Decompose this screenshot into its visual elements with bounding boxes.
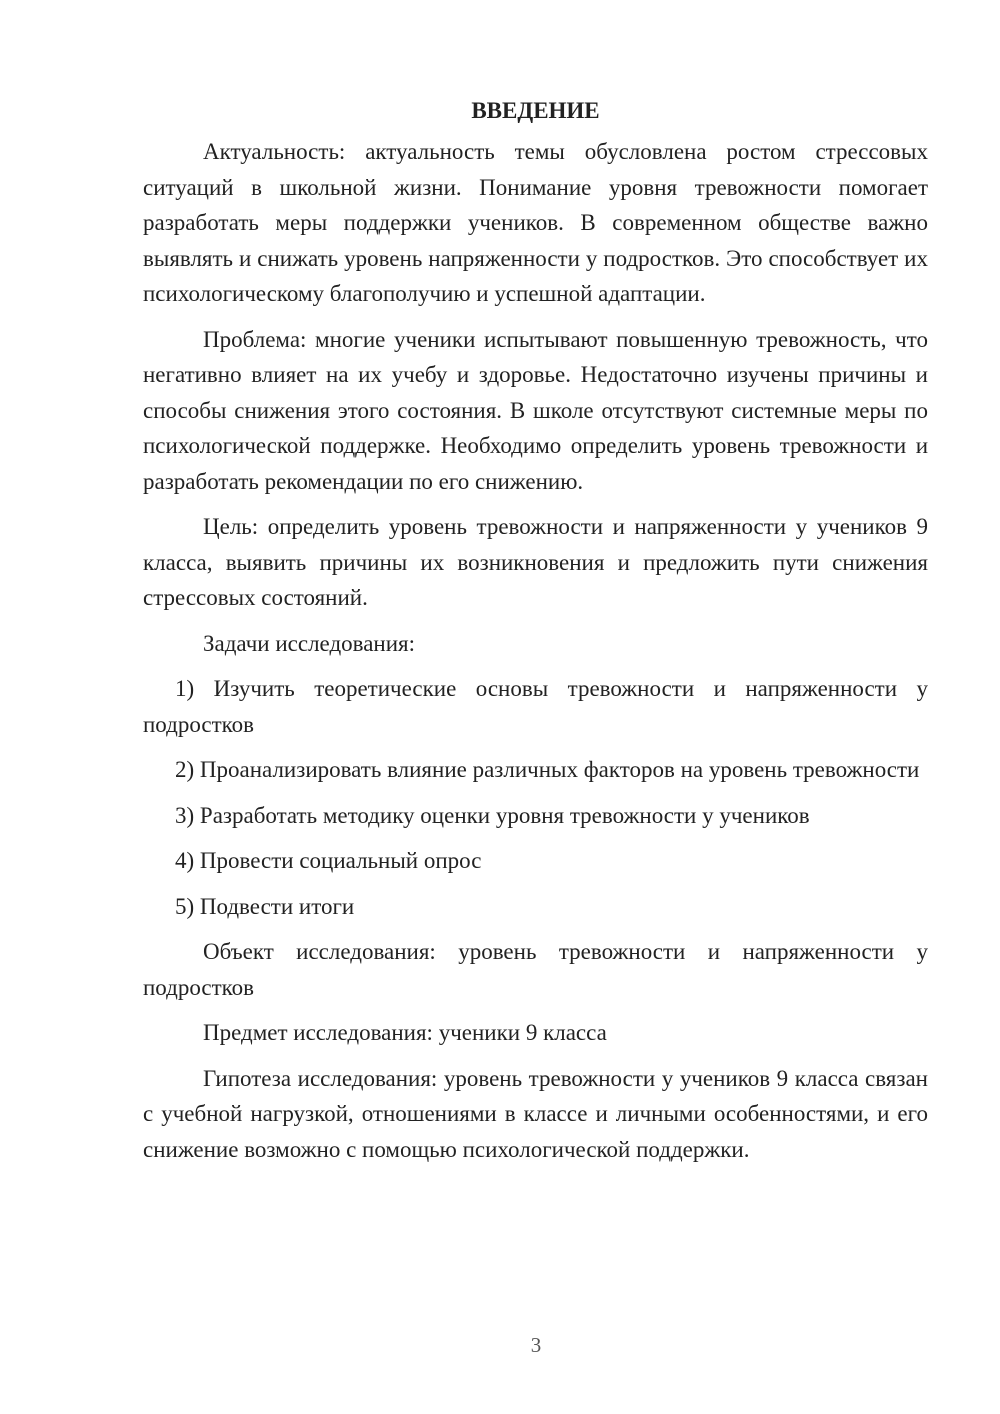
- goal-paragraph: Цель: определить уровень тревожности и напряженности у учеников 9 класса, выявить причины их возникновения и предложить пути снижения стрессовых состояний.: [143, 514, 928, 610]
- problem-paragraph: Проблема: многие ученики испытывают повышенную тревожность, что негативно влияет на их учебу и здоровье. Недостаточно изучены причины и способы снижения этого состояния. В школе отсутствуют системные меры по психологической поддержке. Необходимо определить уровень тревожности и разработать рекомендации по его снижению.: [143, 326, 928, 494]
- task-item-1: 1) Изучить теоретические основы тревожности и напряженности у подростков: [143, 676, 928, 737]
- task-item-4: 4) Провести социальный опрос: [175, 848, 482, 873]
- relevance-paragraph: Актуальность: актуальность темы обусловлена ростом стрессовых ситуаций в школьной жизни. Понимание уровня тревожности помогает разработать меры поддержки учеников. В современном обществе важно выявлять и снижать уровень напряженности у подростков. Это способствует их психологическому благополучию и успешной адаптации.: [143, 139, 928, 306]
- task-item-5: 5) Подвести итоги: [175, 893, 355, 919]
- page-number: 3: [530, 1333, 542, 1357]
- section-title: ВВЕДЕНИЕ: [471, 98, 600, 123]
- tasks-heading: Задачи исследования:: [203, 630, 416, 656]
- hypothesis-paragraph: Гипотеза исследования: уровень тревожности у учеников 9 класса связан с учебной нагрузкой, отношениями в классе и личными особенностями, и его снижение возможно с помощью психологической поддержки.: [143, 1065, 928, 1162]
- page-content: [143, 93, 928, 1177]
- subject-paragraph: Предмет исследования: ученики 9 класса: [203, 1020, 607, 1045]
- object-paragraph: Объект исследования: уровень тревожности и напряженности у подростков: [143, 939, 928, 1000]
- task-item-3: 3) Разработать методику оценки уровня тревожности у учеников: [175, 802, 810, 828]
- task-item-2: 2) Проанализировать влияние различных факторов на уровень тревожности: [175, 757, 920, 782]
